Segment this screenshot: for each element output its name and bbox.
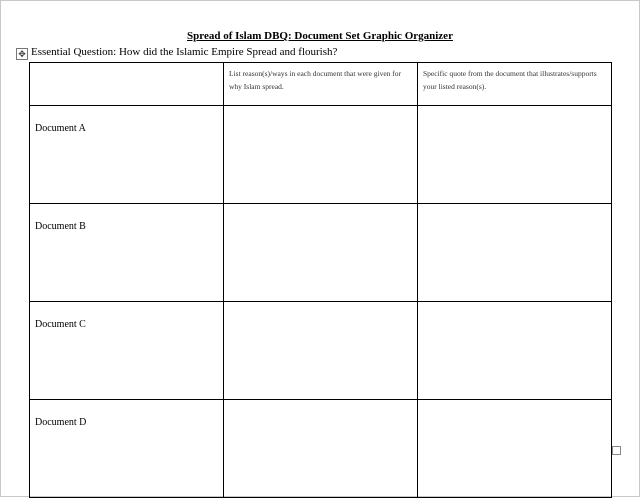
table-row <box>30 204 612 302</box>
table-row <box>30 400 612 498</box>
document-title: Spread of Islam DBQ: Document Set Graphic Organizer <box>187 30 453 42</box>
reasons-cell[interactable] <box>224 400 418 498</box>
table-row <box>30 302 612 400</box>
header-cell[interactable] <box>30 63 224 106</box>
reasons-cell[interactable] <box>224 204 418 302</box>
table-row <box>30 106 612 204</box>
header-cell-quote[interactable]: Specific quote from the document that illustrates/supports your listed reason(s). <box>418 63 612 106</box>
quote-cell[interactable] <box>418 106 612 204</box>
essential-question: Essential Question: How did the Islamic Empire Spread and flourish? <box>31 46 338 58</box>
row-label[interactable]: Document D <box>30 400 224 498</box>
table-move-handle-icon[interactable]: ✥ <box>16 48 28 60</box>
row-label[interactable]: Document B <box>30 204 224 302</box>
header-cell-reasons[interactable]: List reason(s)/ways in each document that were given for why Islam spread. <box>224 63 418 106</box>
quote-cell[interactable] <box>418 302 612 400</box>
reasons-cell[interactable] <box>224 106 418 204</box>
row-label[interactable]: Document C <box>30 302 224 400</box>
quote-cell[interactable] <box>418 400 612 498</box>
table-header-row <box>30 63 612 106</box>
graphic-organizer-table <box>29 62 612 498</box>
reasons-cell[interactable] <box>224 302 418 400</box>
row-label[interactable]: Document A <box>30 106 224 204</box>
table-resize-handle[interactable] <box>612 446 621 455</box>
quote-cell[interactable] <box>418 204 612 302</box>
